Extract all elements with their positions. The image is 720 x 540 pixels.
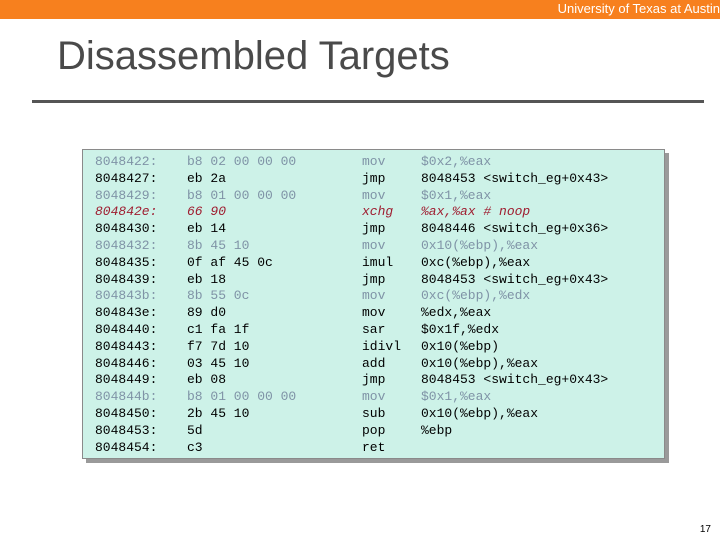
code-row	[83, 237, 664, 254]
code-address: 8048435:	[95, 254, 158, 270]
header-bar	[0, 0, 720, 19]
code-row	[83, 422, 664, 439]
code-opcode: idivl	[362, 338, 402, 354]
code-bytes: c1 fa 1f	[187, 322, 250, 337]
code-bytes: 89 d0	[187, 305, 227, 321]
code-bytes: 66 90	[187, 204, 227, 220]
code-address: 8048422:	[95, 154, 158, 169]
code-bytes: b8 01 00 00 00	[187, 187, 297, 203]
code-opcode: mov	[362, 305, 386, 321]
code-address: 804843b:	[95, 288, 158, 304]
code-row	[83, 220, 664, 237]
code-operands: 8048446 <switch_eg+0x36>	[421, 221, 609, 237]
code-row	[83, 287, 664, 304]
code-bytes: eb 18	[187, 271, 227, 287]
code-address: 8048440:	[95, 322, 158, 337]
code-bytes: c3	[187, 439, 203, 455]
code-operands: $0x1,%eax	[421, 187, 492, 203]
code-bytes: b8 02 00 00 00	[187, 154, 297, 169]
code-operands: %ebp	[421, 422, 453, 438]
code-bytes: 2b 45 10	[187, 406, 250, 421]
code-opcode: mov	[362, 154, 386, 169]
code-operands: 0x10(%ebp),%eax	[421, 355, 539, 371]
code-opcode: jmp	[362, 372, 386, 388]
code-address: 8048429:	[95, 187, 158, 203]
code-opcode: pop	[362, 422, 386, 438]
code-operands: 8048453 <switch_eg+0x43>	[421, 271, 609, 287]
code-row	[83, 388, 664, 405]
code-operands: 8048453 <switch_eg+0x43>	[421, 170, 609, 186]
title-divider	[32, 100, 704, 103]
code-operands: 0xc(%ebp),%eax	[421, 254, 531, 270]
code-opcode: mov	[362, 187, 386, 203]
code-bytes: eb 2a	[187, 170, 227, 186]
code-address: 8048439:	[95, 271, 158, 287]
code-operands: $0x2,%eax	[421, 154, 492, 169]
code-opcode: jmp	[362, 271, 386, 287]
code-opcode: sub	[362, 406, 386, 421]
code-operands: 0x10(%ebp)	[421, 338, 500, 354]
disassembly-code-box	[82, 149, 665, 459]
code-operands: 0x10(%ebp),%eax	[421, 238, 539, 253]
code-address: 8048449:	[95, 372, 158, 388]
code-bytes: f7 7d 10	[187, 338, 250, 354]
code-operands: %edx,%eax	[421, 305, 492, 321]
code-row	[83, 254, 664, 271]
code-opcode: jmp	[362, 170, 386, 186]
code-row	[83, 170, 664, 187]
code-opcode: mov	[362, 238, 386, 253]
code-address: 8048454:	[95, 439, 158, 455]
code-row	[83, 355, 664, 372]
code-address: 8048443:	[95, 338, 158, 354]
code-operands: $0x1,%eax	[421, 389, 492, 405]
code-bytes: 0f af 45 0c	[187, 254, 273, 270]
code-row	[83, 338, 664, 355]
code-row	[83, 321, 664, 338]
code-address: 8048453:	[95, 422, 158, 438]
code-bytes: eb 14	[187, 221, 227, 237]
code-row	[83, 203, 664, 220]
code-bytes: 03 45 10	[187, 355, 250, 371]
code-bytes: 8b 45 10	[187, 238, 250, 253]
code-opcode: ret	[362, 439, 386, 455]
code-operands: %ax,%ax # noop	[421, 204, 531, 220]
page-number: 17	[699, 524, 711, 535]
code-row	[83, 153, 664, 170]
code-operands: $0x1f,%edx	[421, 322, 500, 337]
code-bytes: 8b 55 0c	[187, 288, 250, 304]
code-opcode: mov	[362, 389, 386, 405]
code-row	[83, 405, 664, 422]
slide-title: Disassembled Targets	[57, 34, 450, 78]
code-address: 804843e:	[95, 305, 158, 321]
institution-label: University of Texas at Austin	[557, 1, 720, 16]
code-row	[83, 304, 664, 321]
code-address: 8048446:	[95, 355, 158, 371]
code-bytes: b8 01 00 00 00	[187, 389, 297, 405]
code-address: 804844b:	[95, 389, 158, 405]
code-opcode: xchg	[362, 204, 394, 220]
code-address: 804842e:	[95, 204, 158, 220]
code-row	[83, 371, 664, 388]
code-row	[83, 187, 664, 204]
code-opcode: sar	[362, 322, 386, 337]
code-opcode: mov	[362, 288, 386, 304]
code-bytes: 5d	[187, 422, 203, 438]
code-operands: 0x10(%ebp),%eax	[421, 406, 539, 421]
code-address: 8048450:	[95, 406, 158, 421]
code-opcode: imul	[362, 254, 394, 270]
code-bytes: eb 08	[187, 372, 227, 388]
code-opcode: jmp	[362, 221, 386, 237]
code-address: 8048430:	[95, 221, 158, 237]
code-opcode: add	[362, 355, 386, 371]
code-row	[83, 439, 664, 456]
code-address: 8048427:	[95, 170, 158, 186]
code-row	[83, 271, 664, 288]
code-operands: 8048453 <switch_eg+0x43>	[421, 372, 609, 388]
code-operands: 0xc(%ebp),%edx	[421, 288, 531, 304]
code-address: 8048432:	[95, 238, 158, 253]
